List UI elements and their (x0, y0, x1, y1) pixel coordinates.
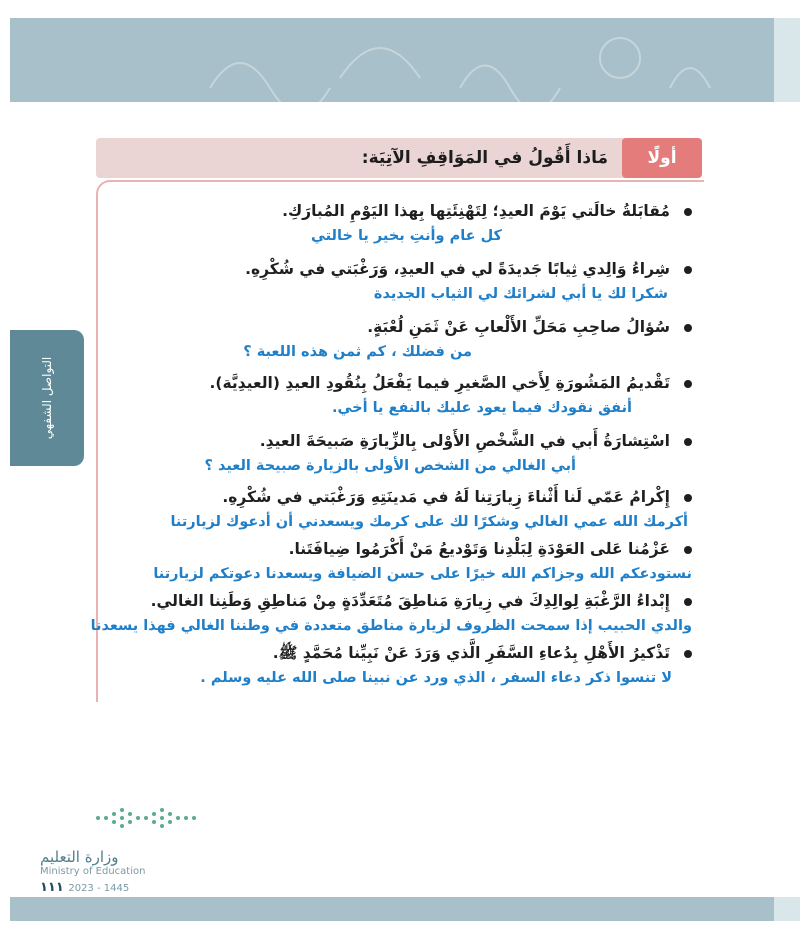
answer-text: من فضلك ، كم ثمن هذه اللعبة ؟ (243, 344, 472, 360)
list-item (72, 428, 692, 484)
answer-text: نستودعكم الله وجزاكم الله خيرًا على حسن الضيافة ويسعدنا دعوتكم لزيارتنا (153, 566, 692, 582)
situation-text: سُؤالُ صاحِبِ مَحَلِّ الأَلْعابِ عَنْ ثَمَنِ لُعْبَةٍ. (72, 314, 692, 340)
bullet-icon (684, 208, 692, 216)
list-item (72, 640, 692, 692)
bullet-icon (684, 546, 692, 554)
situation-text: تَذْكيرُ الأَهْلِ بِدُعاءِ السَّفَرِ الَّذي وَرَدَ عَنْ نَبِيِّنا مُحَمَّدٍ ﷺ. (72, 640, 692, 666)
ministry-logo (40, 808, 190, 895)
list-item (72, 256, 692, 314)
list-item (72, 370, 692, 428)
top-decorative-band (10, 18, 774, 102)
bullet-icon (684, 650, 692, 658)
answer-text: أنفق نقودك فيما يعود عليك بالنفع يا أخي. (331, 400, 632, 416)
situations-list (72, 198, 692, 692)
bottom-side-strip (774, 897, 800, 921)
answer-text: والدي الحبيب إذا سمحت الظروف لزيارة مناطق متعددة في وطننا الغالي فهذا يسعدنا (90, 618, 692, 634)
bullet-icon (684, 494, 692, 502)
bullet-icon (684, 598, 692, 606)
situation-text: إِبْداءُ الرَّغْبَةِ لِوالِدِكَ في زِيارَةِ مَناطِقَ مُتَعَدِّدَةٍ مِنْ مَناطِقِ وَطَنِنا الغالي. (72, 588, 692, 614)
page-number: ١١١ 2023 - 1445 (40, 880, 130, 895)
list-item (72, 536, 692, 588)
answer-text: كل عام وأنتِ بخير يا خالتي (310, 228, 502, 244)
ministry-name-arabic: وزارة التعليم (40, 848, 119, 866)
logo-dots-icon (96, 808, 206, 838)
situation-text: عَزْمُنا عَلى العَوْدَةِ لِبَلْدِنا وَتَوْديعُ مَنْ أَكْرَمُوا ضِيافَتَنا. (72, 536, 692, 562)
list-item (72, 198, 692, 256)
situation-text: مُقابَلةُ خالَتي يَوْمَ العيدِ؛ لِتَهْنِئَتِها بِهذا اليَوْمِ المُبارَكِ. (72, 198, 692, 224)
answer-text: لا تنسوا ذكر دعاء السفر ، الذي ورد عن نبينا صلى الله عليه وسلم . (200, 670, 672, 686)
side-tab-label: التواصل الشفهي (40, 356, 54, 440)
answer-text: أبي الغالي من الشخص الأولى بالزيارة صبيحة العيد ؟ (204, 458, 576, 474)
answer-text: أكرمك الله عمي الغالي وشكرًا لك على كرمك ويسعدني أن أدعوك لزيارتنا (170, 514, 688, 530)
top-side-strip (774, 18, 800, 102)
ministry-name-english: Ministry of Education (40, 866, 146, 877)
list-item (72, 314, 692, 370)
list-item (72, 588, 692, 640)
bullet-icon (684, 266, 692, 274)
situation-text: شِراءُ وَالِدي ثِيابًا جَديدَةً لي في العيدِ، وَرَغْبَتي في شُكْرِهِ. (72, 256, 692, 282)
bullet-icon (684, 380, 692, 388)
section-header (96, 138, 702, 178)
bullet-icon (684, 438, 692, 446)
situation-text: تَقْديمُ المَشُورَةِ لِأَخي الصَّغيرِ فيما يَفْعَلُ بِنُقُودِ العيدِ (العيدِيَّة). (72, 370, 692, 396)
bullet-icon (684, 324, 692, 332)
section-title: مَاذا أَقُولُ في المَوَاقِفِ الآتِيَة: (361, 148, 608, 168)
edition-year: 2023 - 1445 (68, 883, 130, 894)
situation-text: اسْتِشارَةُ أَبي في الشَّخْصِ الأَوْلى بِالزِّيارَةِ صَبيحَةَ العيدِ. (72, 428, 692, 454)
bottom-band (10, 897, 774, 921)
answer-text: شكرا لك يا أبي لشرائك لي الثياب الجديدة (373, 286, 668, 302)
section-badge: أولًا (622, 138, 702, 178)
arabesque-pattern (10, 18, 774, 102)
situation-text: إِكْرامُ عَمّي لَنا أَثْناءَ زِيارَتِنا لَهُ في مَدينَتِهِ وَرَغْبَتي في شُكْرِهِ. (72, 484, 692, 510)
list-item (72, 484, 692, 536)
